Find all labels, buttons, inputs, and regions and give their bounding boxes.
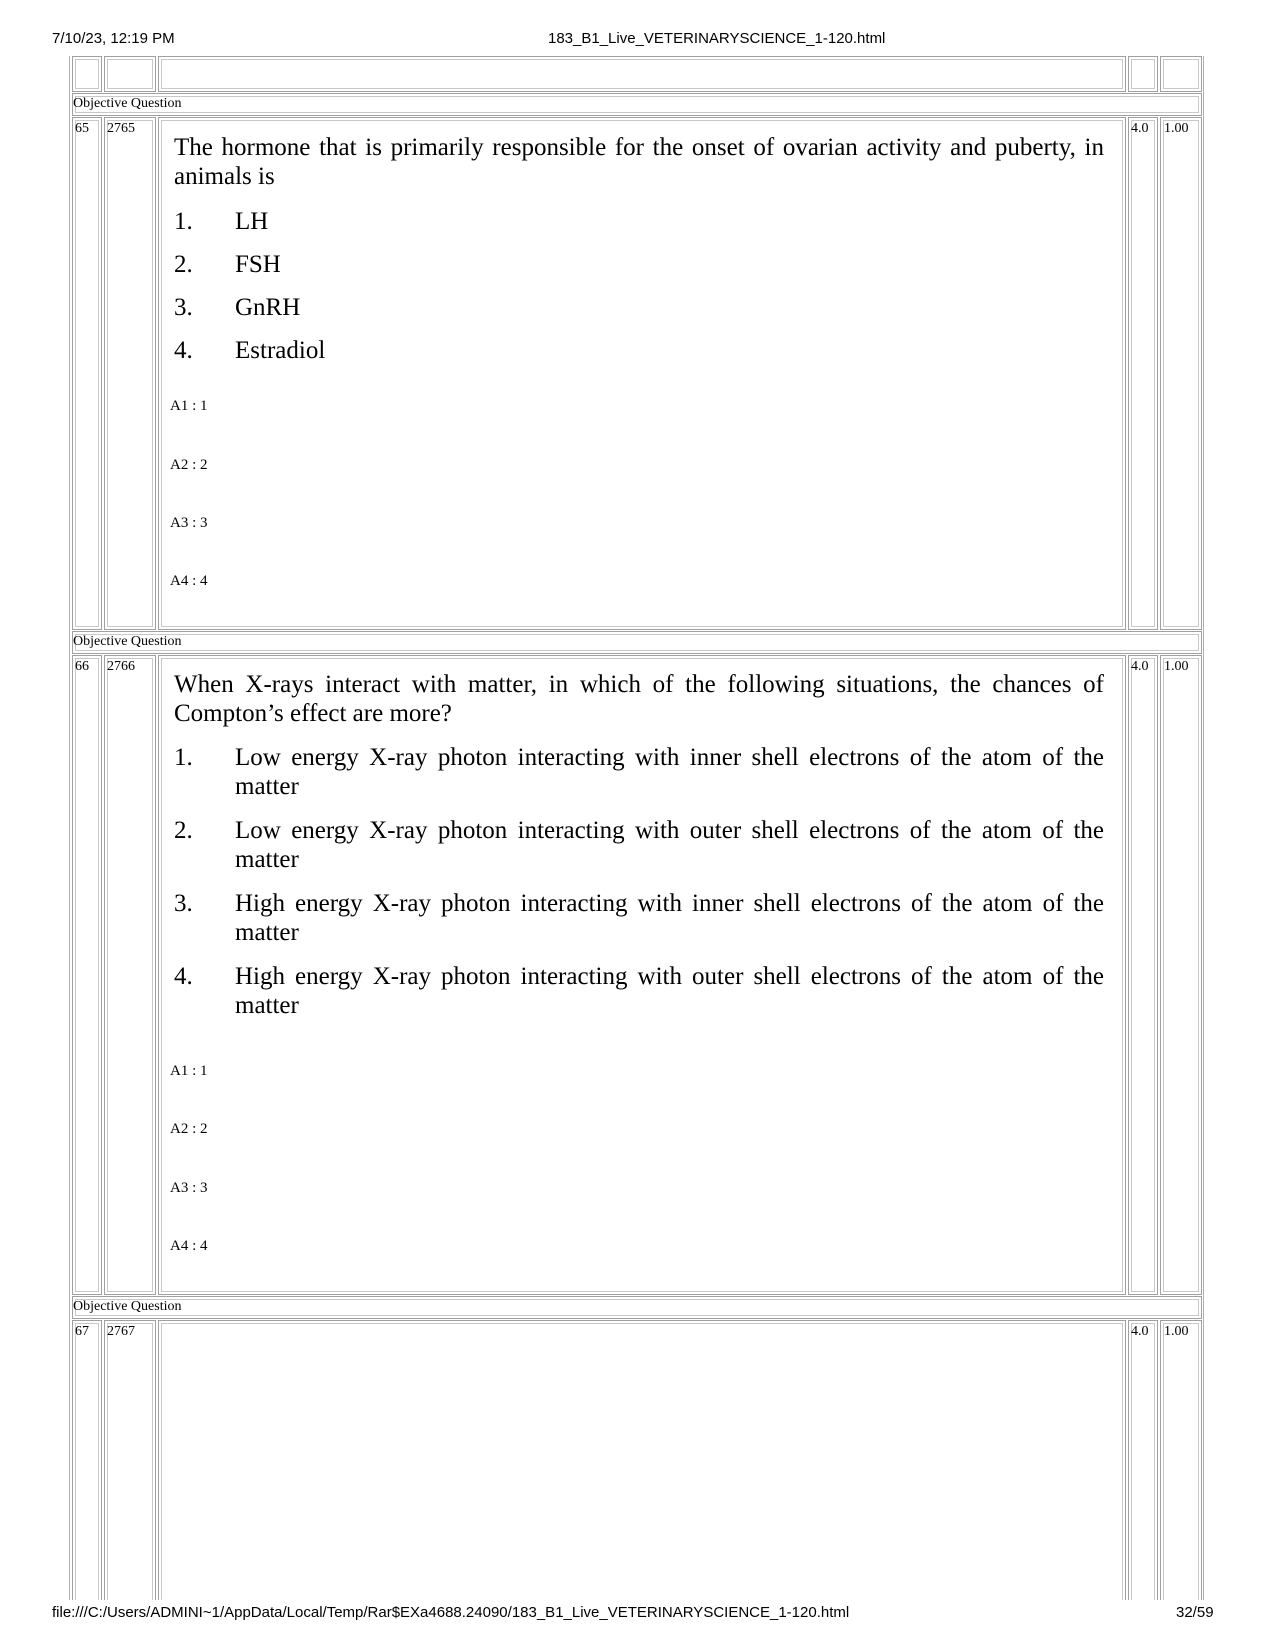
question-type-label: Objective Question xyxy=(73,96,182,111)
question-type-label: Objective Question xyxy=(73,634,182,649)
print-datetime: 7/10/23, 12:19 PM xyxy=(52,30,175,47)
cell-negative xyxy=(1160,655,1202,1295)
question-type-row xyxy=(72,631,1202,654)
question-type-row xyxy=(72,93,1202,116)
answer-key: A1 : 1 xyxy=(170,398,208,414)
negative-marks-value: 1.00 xyxy=(1164,1324,1189,1339)
cell-marks-continued xyxy=(1128,56,1158,92)
marks-value: 4.0 xyxy=(1131,659,1149,674)
cell-sno xyxy=(72,1320,102,1620)
cell-marks xyxy=(1128,655,1158,1295)
serial-number: 67 xyxy=(75,1324,89,1339)
question-id: 2767 xyxy=(107,1324,135,1339)
marks-value: 4.0 xyxy=(1131,121,1149,136)
cell-question-body xyxy=(158,1320,1126,1620)
answer-key: A4 : 4 xyxy=(170,1238,208,1254)
page-number: 32/59 xyxy=(1176,1604,1214,1621)
cell-body-continued xyxy=(158,56,1126,92)
question-text: When X-rays interact with matter, in which of the following situations, the chances of Compton’s effect are more? xyxy=(174,671,1104,727)
cell-negative xyxy=(1160,1320,1202,1620)
marks-value: 4.0 xyxy=(1131,1324,1149,1339)
serial-number: 65 xyxy=(75,121,89,136)
cell-qid xyxy=(104,1320,156,1620)
answer-key: A3 : 3 xyxy=(170,1180,208,1196)
question-type-label: Objective Question xyxy=(73,1299,182,1314)
question-type-row xyxy=(72,1296,1202,1319)
cell-negative xyxy=(1160,117,1202,630)
negative-marks-value: 1.00 xyxy=(1164,121,1189,136)
print-file-title: 183_B1_Live_VETERINARYSCIENCE_1-120.html xyxy=(548,30,886,47)
negative-marks-value: 1.00 xyxy=(1164,659,1189,674)
print-file-path: file:///C:/Users/ADMINI~1/AppData/Local/Temp/Rar$EXa4688.24090/183_B1_Live_VETERINARYSCIENCE_1-120.html xyxy=(52,1604,850,1621)
cell-marks xyxy=(1128,1320,1158,1620)
cell-question-body xyxy=(158,117,1126,630)
cell-neg-continued xyxy=(1160,56,1202,92)
answer-key: A2 : 2 xyxy=(170,1121,208,1137)
cell-sno xyxy=(72,655,102,1295)
answer-key: A2 : 2 xyxy=(170,457,208,473)
cell-qid-continued xyxy=(104,56,156,92)
cell-qid xyxy=(104,117,156,630)
serial-number: 66 xyxy=(75,659,89,674)
question-text: The hormone that is primarily responsible for the onset of ovarian activity and puberty, in animals is xyxy=(174,134,1104,190)
cell-qid xyxy=(104,655,156,1295)
question-id: 2766 xyxy=(107,659,135,674)
answer-key: A4 : 4 xyxy=(170,573,208,589)
cell-marks xyxy=(1128,117,1158,630)
cell-sno-continued xyxy=(72,56,102,92)
answer-key: A1 : 1 xyxy=(170,1063,208,1079)
question-id: 2765 xyxy=(107,121,135,136)
answer-key: A3 : 3 xyxy=(170,515,208,531)
cell-sno xyxy=(72,117,102,630)
